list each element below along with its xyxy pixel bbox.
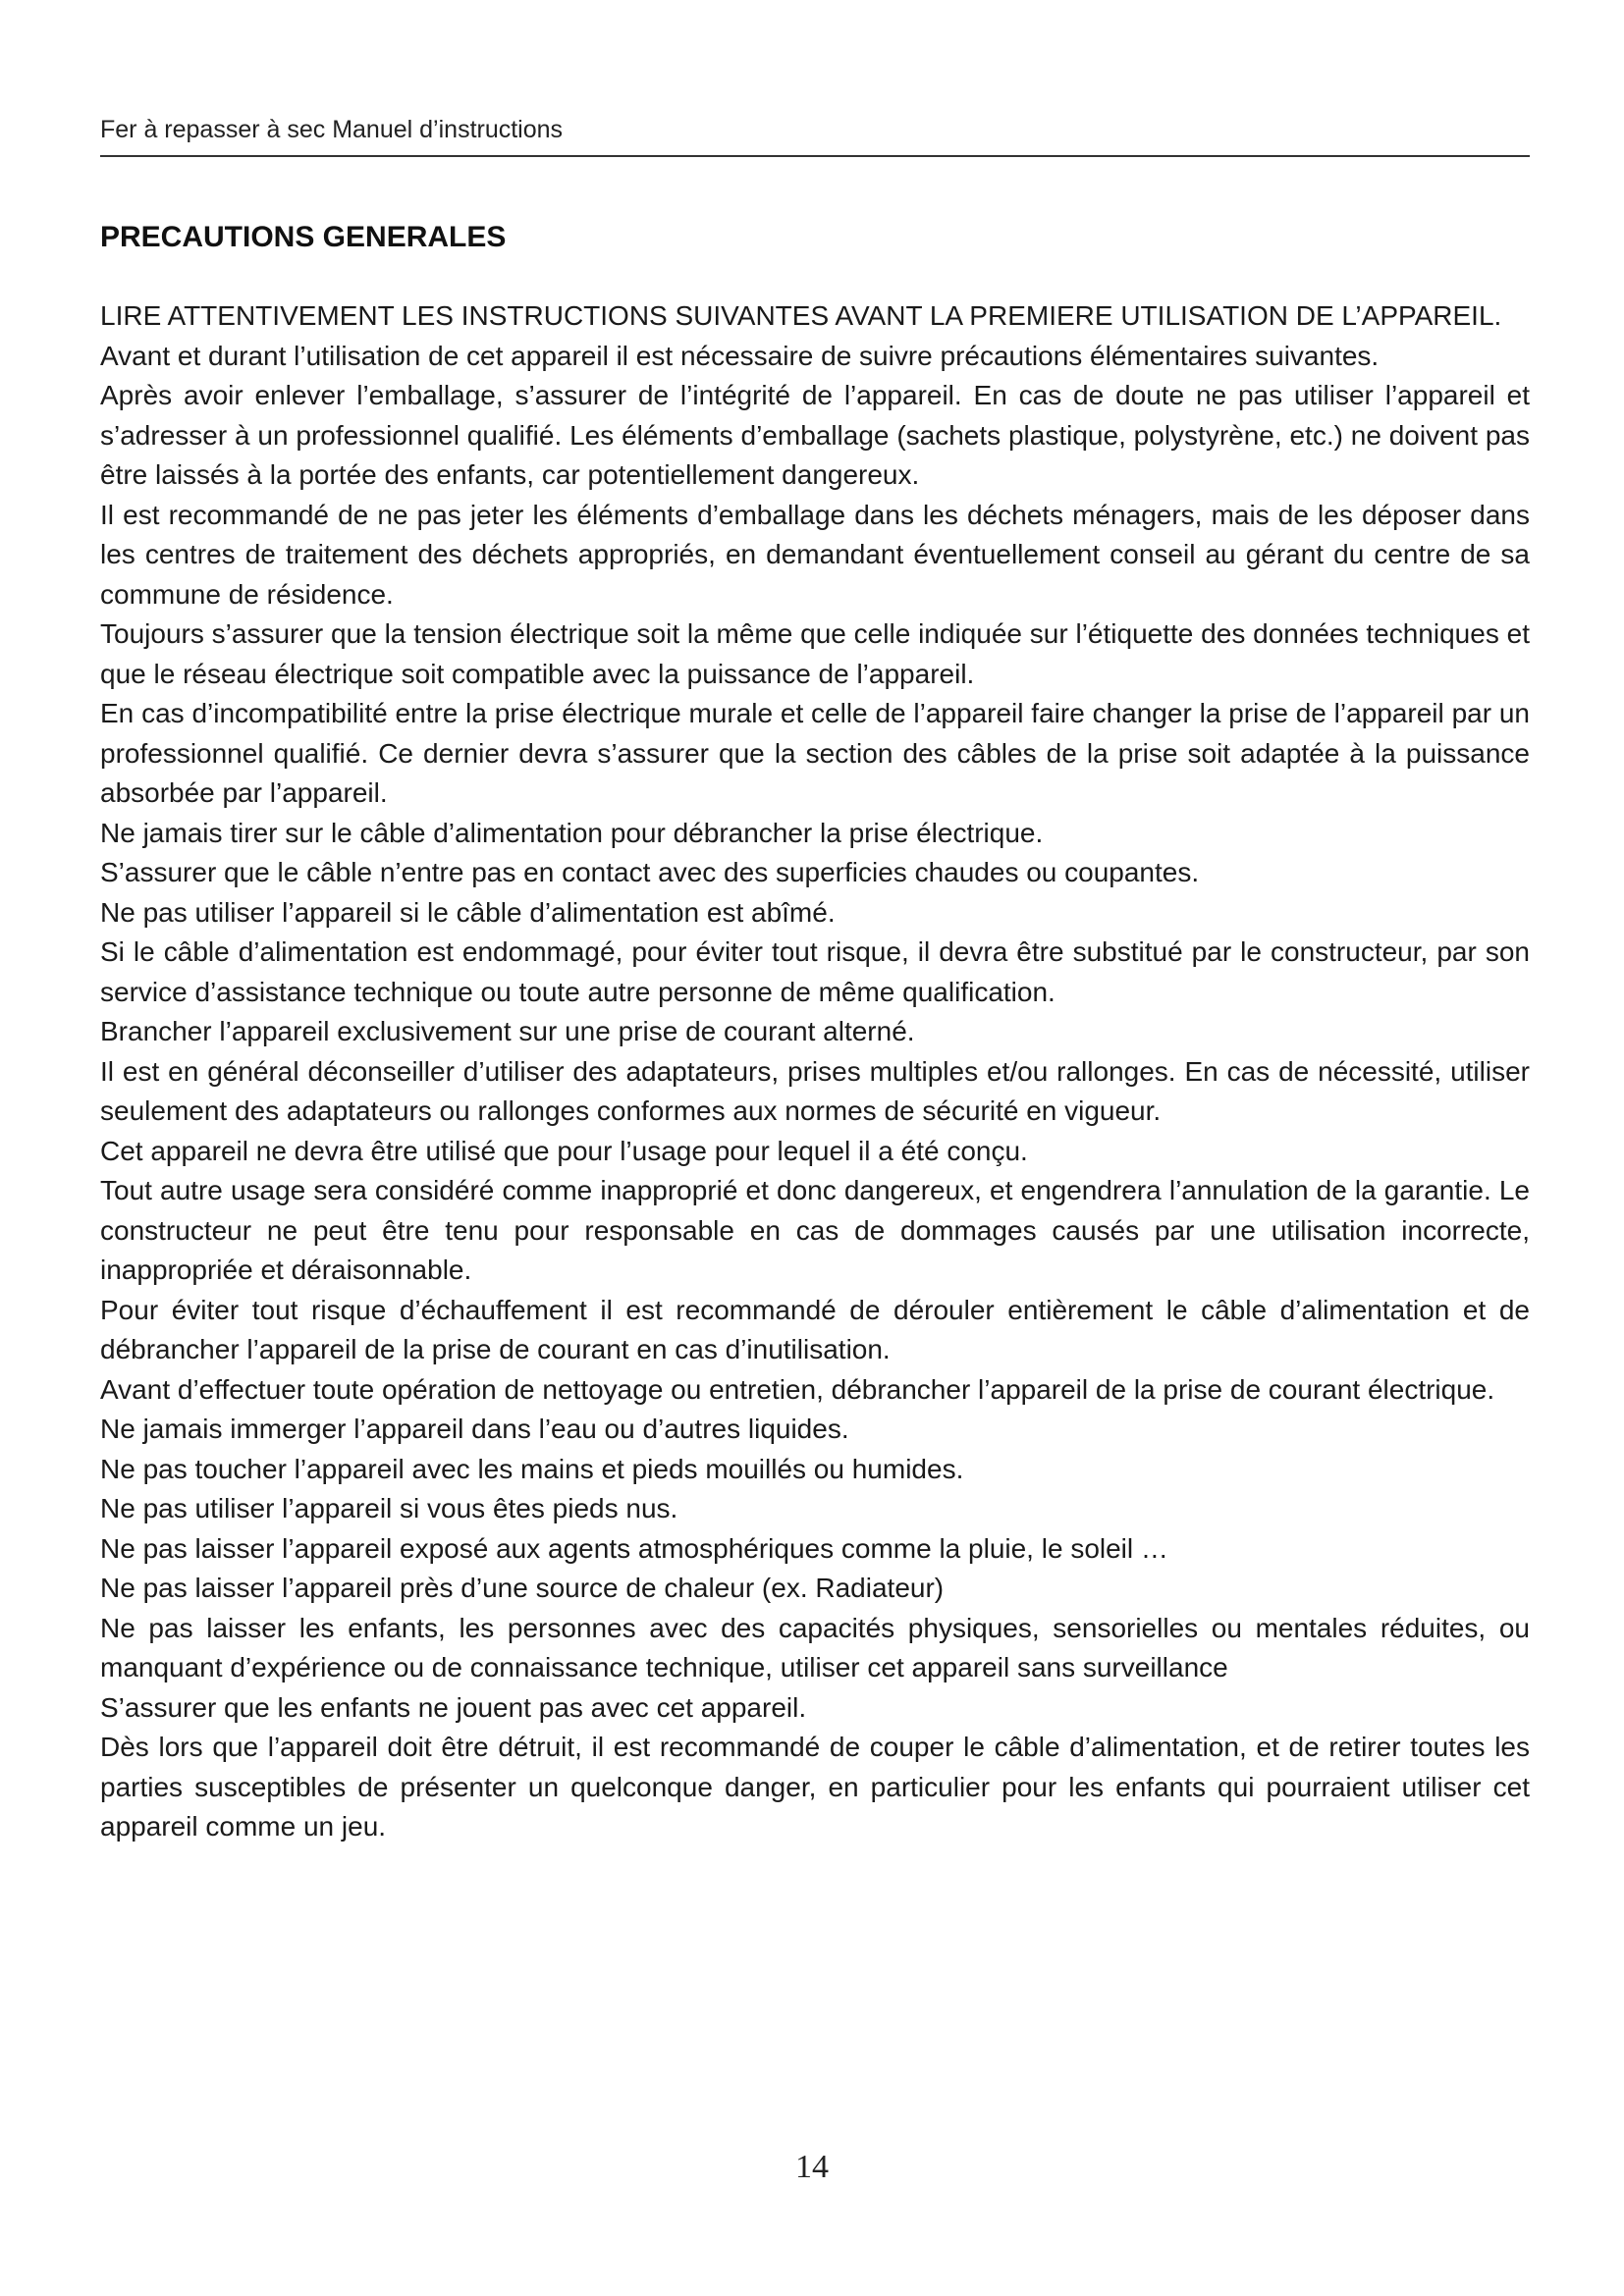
paragraph: Brancher l’appareil exclusivement sur une prise de courant alterné.: [100, 1016, 915, 1046]
paragraph: Si le câble d’alimentation est endommagé, pour éviter tout risque, il devra être substitué par le constructeur, par son service d’assistance technique ou toute autre personne de même qualification.: [100, 936, 1530, 1007]
paragraph: Ne pas laisser l’appareil près d’une source de chaleur (ex. Radiateur): [100, 1573, 945, 1603]
paragraph: Ne jamais tirer sur le câble d’alimentation pour débrancher la prise électrique.: [100, 817, 1044, 848]
paragraph: Ne jamais immerger l’appareil dans l’eau ou d’autres liquides.: [100, 1414, 849, 1444]
paragraph: Ne pas utiliser l’appareil si vous êtes pieds nus.: [100, 1493, 678, 1523]
page-number: 14: [795, 2149, 829, 2185]
paragraph: Ne pas laisser les enfants, les personnes avec des capacités physiques, sensorielles ou mentales réduites, ou manquant d’expérience ou de connaissance technique, utiliser cet appareil sans surveillance: [100, 1612, 1530, 1682]
paragraph: Pour éviter tout risque d’échauffement il est recommandé de dérouler entièrement le câble d’alimentation et de débrancher l’appareil de la prise de courant en cas d’inutilisation.: [100, 1294, 1530, 1364]
running-header: Fer à repasser à sec Manuel d’instructions: [100, 116, 564, 143]
paragraph: Avant et durant l’utilisation de cet appareil il est nécessaire de suivre précautions élémentaires suivantes.: [100, 340, 1380, 371]
section-title: PRECAUTIONS GENERALES: [100, 221, 507, 253]
paragraph: S’assurer que les enfants ne jouent pas avec cet appareil.: [100, 1691, 807, 1723]
paragraph: Ne pas toucher l’appareil avec les mains et pieds mouillés ou humides.: [100, 1453, 964, 1484]
section-body: [100, 296, 1530, 1847]
paragraph: Toujours s’assurer que la tension électrique soit la même que celle indiquée sur l’étiquette des données techniques et que le réseau électrique soit compatible avec la puissance de l’appareil.: [100, 618, 1530, 689]
paragraph: Après avoir enlever l’emballage, s’assurer de l’intégrité de l’appareil. En cas de doute ne pas utiliser l’appareil et s’adresser à un professionnel qualifié. Les éléments d’emballage (sachets plastique, polystyrène, etc.) ne doivent pas être laissés à la portée des enfants, car potentiellement dangereux.: [100, 380, 1530, 490]
header-divider: [100, 155, 1530, 157]
paragraph: Ne pas utiliser l’appareil si le câble d’alimentation est abîmé.: [100, 896, 836, 928]
paragraph: Il est en général déconseiller d’utiliser des adaptateurs, prises multiples et/ou rallonges. En cas de nécessité, utiliser seulement des adaptateurs ou rallonges conformes aux normes de sécurité en vigueur.: [100, 1055, 1530, 1126]
paragraph: Dès lors que l’appareil doit être détruit, il est recommandé de couper le câble d’alimentation, et de retirer toutes les parties susceptibles de présenter un quelconque danger, en particulier pour les enfants qui pourraient utiliser cet appareil comme un jeu.: [100, 1732, 1530, 1842]
paragraph: Cet appareil ne devra être utilisé que pour l’usage pour lequel il a été conçu.: [100, 1135, 1028, 1166]
paragraph: En cas d’incompatibilité entre la prise électrique murale et celle de l’appareil faire changer la prise de l’appareil par un professionnel qualifié. Ce dernier devra s’assurer que la section des câbles de la prise soit adaptée à la puissance absorbée par l’appareil.: [100, 698, 1530, 808]
paragraph: Tout autre usage sera considéré comme inapproprié et donc dangereux, et engendrera l’annulation de la garantie. Le constructeur ne peut être tenu pour responsable en cas de dommages causés par une utilisation incorrecte, inappropriée et déraisonnable.: [100, 1175, 1530, 1285]
paragraph: Ne pas laisser l’appareil exposé aux agents atmosphériques comme la pluie, le soleil …: [100, 1532, 1168, 1564]
paragraph: LIRE ATTENTIVEMENT LES INSTRUCTIONS SUIVANTES AVANT LA PREMIERE UTILISATION DE L’APPAREIL.: [100, 300, 1502, 331]
paragraph: Avant d’effectuer toute opération de nettoyage ou entretien, débrancher l’appareil de la prise de courant électrique.: [100, 1373, 1495, 1405]
paragraph: S’assurer que le câble n’entre pas en contact avec des superficies chaudes ou coupantes.: [100, 857, 1200, 887]
paragraph: Il est recommandé de ne pas jeter les éléments d’emballage dans les déchets ménagers, mais de les déposer dans les centres de traitement des déchets appropriés, en demandant éventuellement conseil au gérant du centre de sa commune de résidence.: [100, 499, 1530, 610]
